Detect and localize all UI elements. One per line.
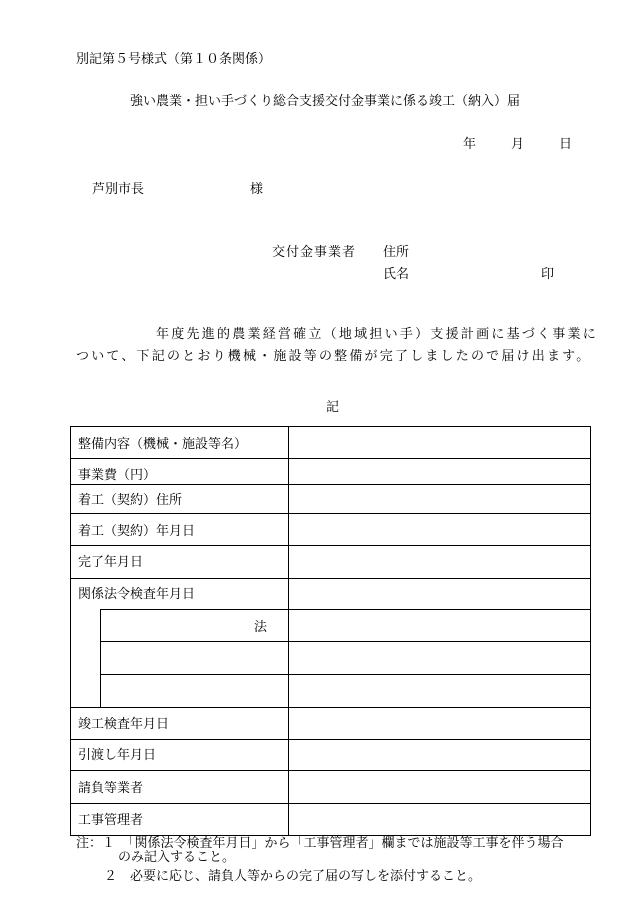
row-divider: [71, 484, 590, 485]
row-label-construction-date: 着工（契約）年月日: [78, 524, 196, 539]
row-label-site-manager: 工事管理者: [78, 813, 144, 828]
row-divider: [71, 513, 590, 514]
row-divider: [71, 707, 590, 708]
day-label: 日: [559, 137, 573, 152]
addressee-name: 芦別市長: [92, 182, 145, 197]
year-label: 年: [463, 137, 477, 152]
document-title: 強い農業・担い手づくり総合支援交付金事業に係る竣工（納入）届: [130, 94, 521, 109]
row-label-contractor: 請負等業者: [78, 781, 144, 796]
addressee-honorific: 様: [250, 182, 264, 197]
row-label-equipment: 整備内容（機械・施設等名）: [78, 437, 248, 452]
month-label: 月: [511, 137, 525, 152]
row-label-law-inspection-date: 関係法令検査年月日: [78, 587, 196, 602]
name-label: 氏名: [383, 267, 410, 282]
form-number-label: 別記第５号様式（第１０条関係）: [76, 52, 272, 67]
row-divider: [71, 578, 590, 579]
row-label-construction-address: 着工（契約）住所: [78, 493, 183, 508]
law-subsection-divider: [100, 609, 101, 707]
row-divider: [100, 674, 590, 675]
row-divider: [71, 739, 590, 740]
row-label-cost: 事業費（円）: [78, 468, 157, 483]
row-divider: [71, 770, 590, 771]
row-divider: [100, 641, 590, 642]
details-table: [70, 426, 591, 836]
row-label-completion-date: 完了年月日: [78, 555, 144, 570]
address-label: 住所: [383, 245, 410, 260]
applicant-label: 交付金事業者: [272, 245, 357, 260]
note-1: 注：１ 「関係法令検査年月日」から「工事管理者」欄までは施設等工事を伴う場合: [76, 836, 564, 851]
seal-mark: 印: [541, 267, 555, 282]
note-2: ２ 必要に応じ、請負人等からの完了届の写しを添付すること。: [104, 869, 482, 884]
row-divider: [71, 545, 590, 546]
note-1-continued: のみ記入すること。: [118, 850, 236, 865]
row-label-final-inspection-date: 竣工検査年月日: [78, 717, 170, 732]
column-divider: [288, 427, 289, 835]
ki-heading: 記: [326, 400, 340, 415]
row-label-handover-date: 引渡し年月日: [78, 748, 157, 763]
row-divider: [71, 458, 590, 459]
row-divider: [71, 803, 590, 804]
body-paragraph: 年度先進的農業経営確立（地域担い手）支援計画に基づく事業について、下記のとおり機械・施設等の整備が完了しましたので届け出ます。: [76, 327, 598, 364]
row-label-law: 法: [254, 620, 268, 635]
row-divider: [100, 609, 590, 610]
